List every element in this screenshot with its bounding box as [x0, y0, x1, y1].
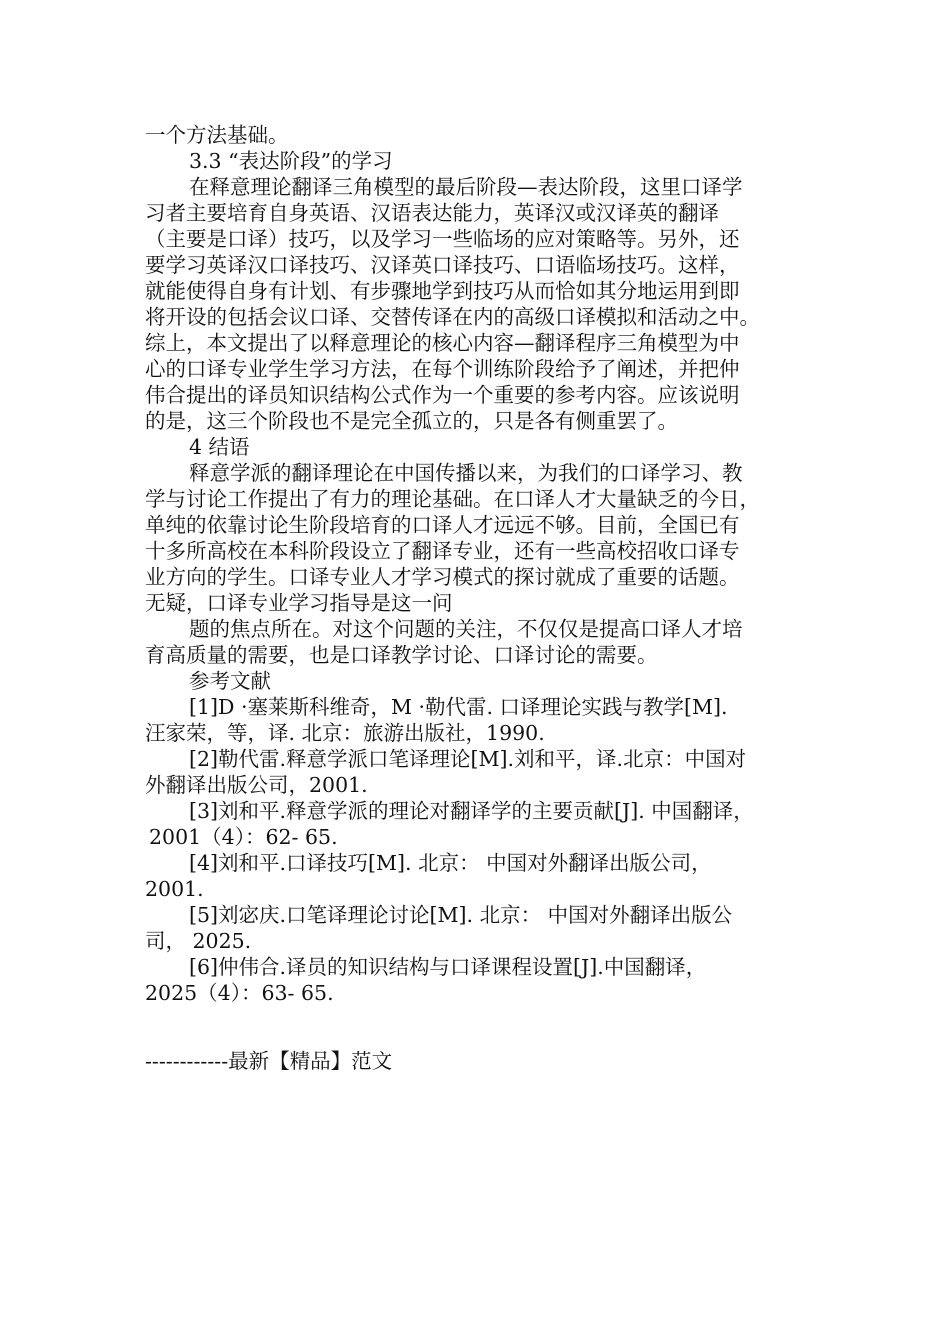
reference-entry: [2]勒代雷.释意学派口笔译理论[M].刘和平，译.北京：中国对 [189, 747, 747, 771]
body-text-line: 的是，这三个阶段也不是完全孤立的，只是各有侧重罢了。 [145, 409, 678, 433]
body-text-line: 一个方法基础。 [145, 123, 289, 147]
reference-entry: 2001（4）：62- 65. [149, 825, 338, 849]
section-heading: 3.3 “表达阶段”的学习 [189, 149, 393, 173]
body-text-line: 育高质量的需要，也是口译教学讨论、口译讨论的需要。 [145, 643, 658, 667]
body-text-line: 在释意理论翻译三角模型的最后阶段—表达阶段，这里口译学 [189, 175, 743, 199]
body-text-line: 释意学派的翻译理论在中国传播以来，为我们的口译学习、教 [189, 461, 743, 485]
body-text-line: 伟合提出的译员知识结构公式作为一个重要的参考内容。应该说明 [145, 383, 740, 407]
reference-entry: 外翻译出版公司，2001. [145, 773, 368, 797]
reference-entry: [1]D ·塞莱斯科维奇，M ·勒代雷. 口译理论实践与教学[M]. [189, 695, 728, 719]
body-text-line: 业方向的学生。口译专业人才学习模式的探讨就成了重要的话题。 [145, 565, 740, 589]
body-text-line: 综上，本文提出了以释意理论的核心内容—翻译程序三角模型为中 [145, 331, 740, 355]
reference-entry: 2025（4）：63- 65. [145, 981, 334, 1005]
reference-entry: [4]刘和平.口译技巧[M]. 北京： 中国对外翻译出版公司， [189, 851, 712, 875]
reference-entry: [5]刘宓庆.口笔译理论讨论[M]. 北京： 中国对外翻译出版公 [189, 903, 733, 927]
reference-entry: 司， 2025. [145, 929, 252, 953]
body-text-line: 单纯的依靠讨论生阶段培育的口译人才远远不够。目前，全国已有 [145, 513, 740, 537]
reference-entry: 2001. [145, 877, 204, 901]
body-text-line: 习者主要培育自身英语、汉语表达能力，英译汉或汉译英的翻译 [145, 201, 719, 225]
body-text-line: 心的口译专业学生学习方法，在每个训练阶段给予了阐述，并把仲 [145, 357, 740, 381]
references-heading: 参考文献 [189, 669, 271, 693]
body-text-line: 就能使得自身有计划、有步骤地学到技巧从而恰如其分地运用到即 [145, 279, 740, 303]
body-text-line: 题的焦点所在。对这个问题的关注，不仅仅是提高口译人才培 [189, 617, 743, 641]
body-text-line: （主要是口译）技巧，以及学习一些临场的应对策略等。另外，还 [145, 227, 740, 251]
body-text-line: 无疑，口译专业学习指导是这一问 [145, 591, 453, 615]
body-text-line: 学与讨论工作提出了有力的理论基础。在口译人才大量缺乏的今日， [145, 487, 760, 511]
section-heading: 4 结语 [189, 435, 250, 459]
reference-entry: [6]仲伟合.译员的知识结构与口译课程设置[J].中国翻译， [189, 955, 707, 979]
reference-entry: 汪家荣，等，译. 北京：旅游出版社，1990. [145, 721, 545, 745]
body-text-line: 将开设的包括会议口译、交替传译在内的高级口译模拟和活动之中。 [145, 305, 760, 329]
body-text-line: 要学习英译汉口译技巧、汉译英口译技巧、口语临场技巧。这样， [145, 253, 740, 277]
reference-entry: [3]刘和平.释意学派的理论对翻译学的主要贡献[J]. 中国翻译， [189, 799, 754, 823]
body-text-line: 十多所高校在本科阶段设立了翻译专业，还有一些高校招收口译专 [145, 539, 740, 563]
page-footer: ------------最新【精品】范文 [145, 1049, 393, 1073]
